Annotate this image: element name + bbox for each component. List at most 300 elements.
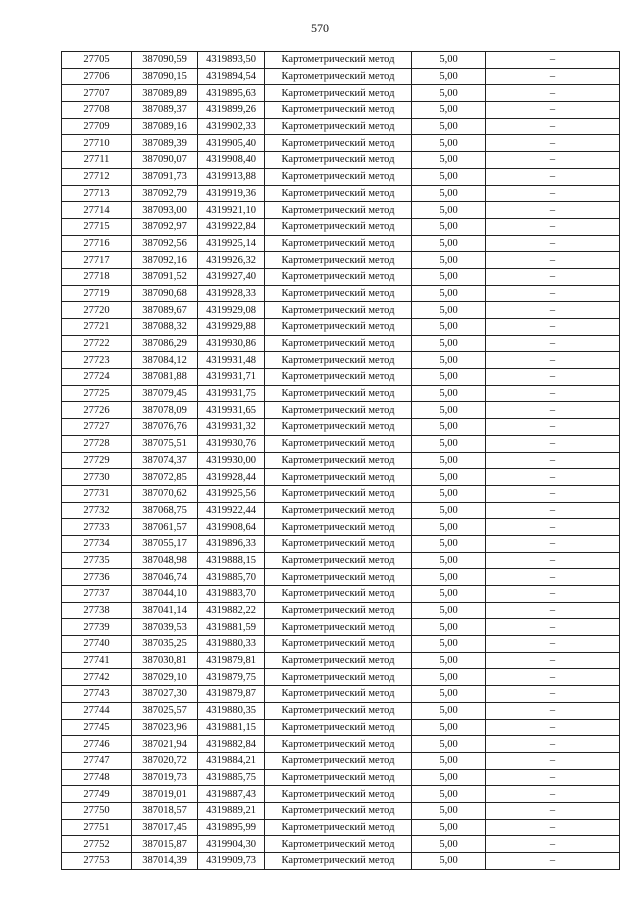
y-coordinate-cell: 4319887,43 [198,786,265,803]
table-row [62,485,620,502]
note-cell: – [486,636,620,653]
y-coordinate-cell: 4319922,84 [198,218,265,235]
accuracy-cell: 5,00 [412,836,486,853]
point-number-cell: 27718 [62,268,132,285]
table-row [62,636,620,653]
point-number-cell: 27723 [62,352,132,369]
x-coordinate-cell: 387044,10 [132,586,198,603]
accuracy-cell: 5,00 [412,352,486,369]
accuracy-cell: 5,00 [412,452,486,469]
method-cell: Картометрический метод [265,402,412,419]
method-cell: Картометрический метод [265,202,412,219]
point-number-cell: 27720 [62,302,132,319]
accuracy-cell: 5,00 [412,235,486,252]
accuracy-cell: 5,00 [412,569,486,586]
accuracy-cell: 5,00 [412,268,486,285]
note-cell: – [486,853,620,870]
x-coordinate-cell: 387091,52 [132,268,198,285]
page-number: 570 [311,21,329,35]
note-cell: – [486,552,620,569]
y-coordinate-cell: 4319879,81 [198,652,265,669]
table-row [62,185,620,202]
y-coordinate-cell: 4319931,65 [198,402,265,419]
method-cell: Картометрический метод [265,68,412,85]
table-row [62,853,620,870]
y-coordinate-cell: 4319881,15 [198,719,265,736]
note-cell: – [486,602,620,619]
y-coordinate-cell: 4319930,76 [198,435,265,452]
point-number-cell: 27743 [62,686,132,703]
x-coordinate-cell: 387019,01 [132,786,198,803]
x-coordinate-cell: 387081,88 [132,369,198,386]
point-number-cell: 27716 [62,235,132,252]
note-cell: – [486,569,620,586]
x-coordinate-cell: 387041,14 [132,602,198,619]
table-row [62,569,620,586]
note-cell: – [486,485,620,502]
accuracy-cell: 5,00 [412,435,486,452]
note-cell: – [486,586,620,603]
method-cell: Картометрический метод [265,636,412,653]
method-cell: Картометрический метод [265,235,412,252]
table-row [62,452,620,469]
note-cell: – [486,769,620,786]
x-coordinate-cell: 387070,62 [132,485,198,502]
point-number-cell: 27727 [62,419,132,436]
note-cell: – [486,218,620,235]
x-coordinate-cell: 387089,39 [132,135,198,152]
accuracy-cell: 5,00 [412,552,486,569]
accuracy-cell: 5,00 [412,152,486,169]
point-number-cell: 27728 [62,435,132,452]
y-coordinate-cell: 4319909,73 [198,853,265,870]
point-number-cell: 27722 [62,335,132,352]
x-coordinate-cell: 387079,45 [132,385,198,402]
method-cell: Картометрический метод [265,836,412,853]
y-coordinate-cell: 4319885,70 [198,569,265,586]
method-cell: Картометрический метод [265,218,412,235]
x-coordinate-cell: 387019,73 [132,769,198,786]
x-coordinate-cell: 387092,79 [132,185,198,202]
table-row [62,719,620,736]
coordinates-table-body [62,52,620,870]
method-cell: Картометрический метод [265,285,412,302]
x-coordinate-cell: 387029,10 [132,669,198,686]
point-number-cell: 27752 [62,836,132,853]
y-coordinate-cell: 4319928,33 [198,285,265,302]
y-coordinate-cell: 4319880,33 [198,636,265,653]
x-coordinate-cell: 387061,57 [132,519,198,536]
accuracy-cell: 5,00 [412,218,486,235]
note-cell: – [486,118,620,135]
method-cell: Картометрический метод [265,152,412,169]
accuracy-cell: 5,00 [412,385,486,402]
method-cell: Картометрический метод [265,452,412,469]
x-coordinate-cell: 387089,89 [132,85,198,102]
accuracy-cell: 5,00 [412,519,486,536]
y-coordinate-cell: 4319884,21 [198,752,265,769]
point-number-cell: 27748 [62,769,132,786]
table-row [62,669,620,686]
x-coordinate-cell: 387021,94 [132,736,198,753]
table-row [62,502,620,519]
method-cell: Картометрический метод [265,652,412,669]
point-number-cell: 27726 [62,402,132,419]
method-cell: Картометрический метод [265,702,412,719]
method-cell: Картометрический метод [265,502,412,519]
accuracy-cell: 5,00 [412,853,486,870]
x-coordinate-cell: 387075,51 [132,435,198,452]
note-cell: – [486,268,620,285]
point-number-cell: 27738 [62,602,132,619]
method-cell: Картометрический метод [265,669,412,686]
x-coordinate-cell: 387076,76 [132,419,198,436]
note-cell: – [486,185,620,202]
point-number-cell: 27710 [62,135,132,152]
table-row [62,319,620,336]
y-coordinate-cell: 4319921,10 [198,202,265,219]
accuracy-cell: 5,00 [412,702,486,719]
method-cell: Картометрический метод [265,569,412,586]
accuracy-cell: 5,00 [412,686,486,703]
note-cell: – [486,52,620,69]
note-cell: – [486,235,620,252]
point-number-cell: 27725 [62,385,132,402]
table-row [62,85,620,102]
accuracy-cell: 5,00 [412,636,486,653]
point-number-cell: 27711 [62,152,132,169]
y-coordinate-cell: 4319893,50 [198,52,265,69]
x-coordinate-cell: 387090,59 [132,52,198,69]
x-coordinate-cell: 387017,45 [132,819,198,836]
point-number-cell: 27740 [62,636,132,653]
y-coordinate-cell: 4319880,35 [198,702,265,719]
x-coordinate-cell: 387030,81 [132,652,198,669]
method-cell: Картометрический метод [265,319,412,336]
x-coordinate-cell: 387089,67 [132,302,198,319]
x-coordinate-cell: 387048,98 [132,552,198,569]
x-coordinate-cell: 387039,53 [132,619,198,636]
y-coordinate-cell: 4319913,88 [198,168,265,185]
y-coordinate-cell: 4319882,84 [198,736,265,753]
method-cell: Картометрический метод [265,719,412,736]
method-cell: Картометрический метод [265,435,412,452]
accuracy-cell: 5,00 [412,135,486,152]
table-row [62,836,620,853]
accuracy-cell: 5,00 [412,786,486,803]
method-cell: Картометрический метод [265,469,412,486]
table-row [62,535,620,552]
x-coordinate-cell: 387068,75 [132,502,198,519]
point-number-cell: 27753 [62,853,132,870]
point-number-cell: 27749 [62,786,132,803]
table-row [62,786,620,803]
table-row [62,652,620,669]
point-number-cell: 27724 [62,369,132,386]
note-cell: – [486,152,620,169]
point-number-cell: 27750 [62,802,132,819]
accuracy-cell: 5,00 [412,102,486,119]
method-cell: Картометрический метод [265,135,412,152]
x-coordinate-cell: 387089,37 [132,102,198,119]
table-row [62,168,620,185]
accuracy-cell: 5,00 [412,502,486,519]
point-number-cell: 27709 [62,118,132,135]
y-coordinate-cell: 4319919,36 [198,185,265,202]
point-number-cell: 27707 [62,85,132,102]
x-coordinate-cell: 387084,12 [132,352,198,369]
table-row [62,402,620,419]
method-cell: Картометрический метод [265,118,412,135]
point-number-cell: 27733 [62,519,132,536]
method-cell: Картометрический метод [265,302,412,319]
table-row [62,702,620,719]
note-cell: – [486,319,620,336]
table-row [62,686,620,703]
x-coordinate-cell: 387092,16 [132,252,198,269]
table-row [62,619,620,636]
x-coordinate-cell: 387074,37 [132,452,198,469]
y-coordinate-cell: 4319882,22 [198,602,265,619]
point-number-cell: 27746 [62,736,132,753]
method-cell: Картометрический метод [265,736,412,753]
accuracy-cell: 5,00 [412,419,486,436]
method-cell: Картометрический метод [265,85,412,102]
y-coordinate-cell: 4319928,44 [198,469,265,486]
table-row [62,252,620,269]
y-coordinate-cell: 4319931,32 [198,419,265,436]
table-row [62,352,620,369]
point-number-cell: 27751 [62,819,132,836]
method-cell: Картометрический метод [265,252,412,269]
note-cell: – [486,102,620,119]
x-coordinate-cell: 387035,25 [132,636,198,653]
note-cell: – [486,402,620,419]
x-coordinate-cell: 387092,97 [132,218,198,235]
table-row [62,202,620,219]
x-coordinate-cell: 387025,57 [132,702,198,719]
x-coordinate-cell: 387046,74 [132,569,198,586]
method-cell: Картометрический метод [265,853,412,870]
y-coordinate-cell: 4319931,71 [198,369,265,386]
method-cell: Картометрический метод [265,619,412,636]
y-coordinate-cell: 4319931,48 [198,352,265,369]
y-coordinate-cell: 4319929,88 [198,319,265,336]
table-row [62,736,620,753]
y-coordinate-cell: 4319881,59 [198,619,265,636]
x-coordinate-cell: 387020,72 [132,752,198,769]
y-coordinate-cell: 4319885,75 [198,769,265,786]
x-coordinate-cell: 387072,85 [132,469,198,486]
note-cell: – [486,652,620,669]
y-coordinate-cell: 4319888,15 [198,552,265,569]
note-cell: – [486,535,620,552]
accuracy-cell: 5,00 [412,736,486,753]
y-coordinate-cell: 4319905,40 [198,135,265,152]
x-coordinate-cell: 387055,17 [132,535,198,552]
x-coordinate-cell: 387014,39 [132,853,198,870]
method-cell: Картометрический метод [265,769,412,786]
method-cell: Картометрический метод [265,519,412,536]
accuracy-cell: 5,00 [412,669,486,686]
note-cell: – [486,335,620,352]
x-coordinate-cell: 387086,29 [132,335,198,352]
note-cell: – [486,302,620,319]
table-row [62,385,620,402]
point-number-cell: 27735 [62,552,132,569]
table-row [62,68,620,85]
accuracy-cell: 5,00 [412,118,486,135]
table-row [62,52,620,69]
x-coordinate-cell: 387093,00 [132,202,198,219]
note-cell: – [486,419,620,436]
method-cell: Картометрический метод [265,602,412,619]
note-cell: – [486,669,620,686]
table-row [62,302,620,319]
method-cell: Картометрический метод [265,686,412,703]
method-cell: Картометрический метод [265,268,412,285]
coordinates-table [61,51,620,870]
accuracy-cell: 5,00 [412,52,486,69]
method-cell: Картометрический метод [265,185,412,202]
accuracy-cell: 5,00 [412,168,486,185]
table-row [62,819,620,836]
accuracy-cell: 5,00 [412,485,486,502]
y-coordinate-cell: 4319902,33 [198,118,265,135]
accuracy-cell: 5,00 [412,752,486,769]
x-coordinate-cell: 387018,57 [132,802,198,819]
x-coordinate-cell: 387089,16 [132,118,198,135]
accuracy-cell: 5,00 [412,185,486,202]
note-cell: – [486,802,620,819]
accuracy-cell: 5,00 [412,202,486,219]
note-cell: – [486,819,620,836]
accuracy-cell: 5,00 [412,402,486,419]
accuracy-cell: 5,00 [412,719,486,736]
x-coordinate-cell: 387092,56 [132,235,198,252]
table-row [62,152,620,169]
accuracy-cell: 5,00 [412,652,486,669]
note-cell: – [486,369,620,386]
accuracy-cell: 5,00 [412,369,486,386]
method-cell: Картометрический метод [265,819,412,836]
method-cell: Картометрический метод [265,369,412,386]
accuracy-cell: 5,00 [412,802,486,819]
y-coordinate-cell: 4319894,54 [198,68,265,85]
x-coordinate-cell: 387088,32 [132,319,198,336]
accuracy-cell: 5,00 [412,319,486,336]
table-row [62,769,620,786]
note-cell: – [486,702,620,719]
note-cell: – [486,435,620,452]
table-row [62,235,620,252]
method-cell: Картометрический метод [265,52,412,69]
table-row [62,218,620,235]
accuracy-cell: 5,00 [412,586,486,603]
note-cell: – [486,68,620,85]
accuracy-cell: 5,00 [412,68,486,85]
point-number-cell: 27730 [62,469,132,486]
table-row [62,419,620,436]
table-row [62,602,620,619]
accuracy-cell: 5,00 [412,285,486,302]
x-coordinate-cell: 387090,07 [132,152,198,169]
note-cell: – [486,619,620,636]
point-number-cell: 27715 [62,218,132,235]
accuracy-cell: 5,00 [412,819,486,836]
note-cell: – [486,752,620,769]
y-coordinate-cell: 4319896,33 [198,535,265,552]
method-cell: Картометрический метод [265,168,412,185]
y-coordinate-cell: 4319879,87 [198,686,265,703]
table-row [62,268,620,285]
table-row [62,335,620,352]
y-coordinate-cell: 4319930,00 [198,452,265,469]
accuracy-cell: 5,00 [412,769,486,786]
point-number-cell: 27741 [62,652,132,669]
accuracy-cell: 5,00 [412,602,486,619]
method-cell: Картометрический метод [265,485,412,502]
table-row [62,469,620,486]
table-row [62,135,620,152]
accuracy-cell: 5,00 [412,535,486,552]
method-cell: Картометрический метод [265,535,412,552]
table-row [62,586,620,603]
note-cell: – [486,285,620,302]
method-cell: Картометрический метод [265,102,412,119]
note-cell: – [486,452,620,469]
note-cell: – [486,786,620,803]
point-number-cell: 27706 [62,68,132,85]
x-coordinate-cell: 387091,73 [132,168,198,185]
table-row [62,435,620,452]
accuracy-cell: 5,00 [412,335,486,352]
method-cell: Картометрический метод [265,552,412,569]
method-cell: Картометрический метод [265,335,412,352]
x-coordinate-cell: 387078,09 [132,402,198,419]
point-number-cell: 27737 [62,586,132,603]
method-cell: Картометрический метод [265,385,412,402]
y-coordinate-cell: 4319927,40 [198,268,265,285]
point-number-cell: 27719 [62,285,132,302]
note-cell: – [486,736,620,753]
y-coordinate-cell: 4319925,56 [198,485,265,502]
table-row [62,752,620,769]
note-cell: – [486,519,620,536]
y-coordinate-cell: 4319895,63 [198,85,265,102]
y-coordinate-cell: 4319922,44 [198,502,265,519]
note-cell: – [486,469,620,486]
note-cell: – [486,385,620,402]
note-cell: – [486,502,620,519]
y-coordinate-cell: 4319926,32 [198,252,265,269]
x-coordinate-cell: 387015,87 [132,836,198,853]
method-cell: Картометрический метод [265,419,412,436]
method-cell: Картометрический метод [265,786,412,803]
note-cell: – [486,836,620,853]
table-row [62,369,620,386]
note-cell: – [486,168,620,185]
point-number-cell: 27721 [62,319,132,336]
table-row [62,102,620,119]
table-row [62,802,620,819]
accuracy-cell: 5,00 [412,252,486,269]
note-cell: – [486,252,620,269]
y-coordinate-cell: 4319879,75 [198,669,265,686]
note-cell: – [486,686,620,703]
note-cell: – [486,202,620,219]
point-number-cell: 27745 [62,719,132,736]
